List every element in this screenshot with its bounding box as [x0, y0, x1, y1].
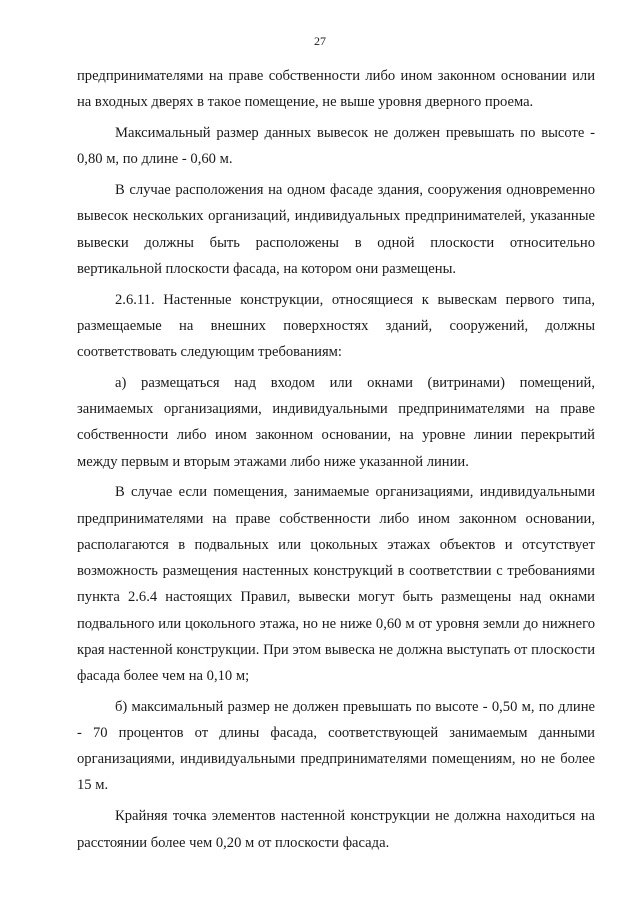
paragraph-extreme-point: Крайняя точка элементов настенной конструкции не должна находиться на расстоянии более чем 0,20 м от плоскости фасада. [77, 808, 595, 851]
paragraph-item-a: а) размещаться над входом или окнами (витринами) помещений, занимаемых организациями, индивидуальными предпринимателями на праве собственности либо ином законном основании, на уровне линии перекрытий между первым и вторым этажами либо ниже указанной линии. [77, 374, 595, 470]
paragraph-clause-2-6-11: 2.6.11. Настенные конструкции, относящиеся к вывескам первого типа, размещаемые на внешних поверхностях зданий, сооружений, должны соответствовать следующим требованиям: [77, 291, 595, 361]
paragraph-continued: предпринимателями на праве собственности либо ином законном основании или на входных дверях в такое помещение, не выше уровня дверного проема. [77, 68, 595, 111]
document-body [77, 63, 595, 856]
paragraph-basement-case: В случае если помещения, занимаемые организациями, индивидуальными предпринимателями на праве собственности либо ином законном основании, располагаются в подвальных или цокольных этажах объектов и отсутствует возможность размещения настенных конструкций в соответствии с требованиями пункта 2.6.4 настоящих Правил, вывески могут быть размещены над окнами подвального или цокольного этажа, но не ниже 0,60 м от уровня земли до нижнего края настенной конструкции. При этом вывеска не должна выступать от плоскости фасада более чем на 0,10 м; [77, 484, 595, 684]
paragraph-multiple-signs: В случае расположения на одном фасаде здания, сооружения одновременно вывесок нескольких организаций, индивидуальных предпринимателей, указанные вывески должны быть расположены в одной плоскости относительно вертикальной плоскости фасада, на котором они размещены. [77, 182, 595, 277]
paragraph-max-size: Максимальный размер данных вывесок не должен превышать по высоте - 0,80 м, по длине - 0,60 м. [77, 125, 595, 168]
paragraph-item-b: б) максимальный размер не должен превышать по высоте - 0,50 м, по длине - 70 процентов от длины фасада, соответствующей занимаемым данными организациями, индивидуальными предпринимателями помещениям, но не более 15 м. [77, 698, 595, 794]
page-number: 27 [314, 34, 326, 48]
